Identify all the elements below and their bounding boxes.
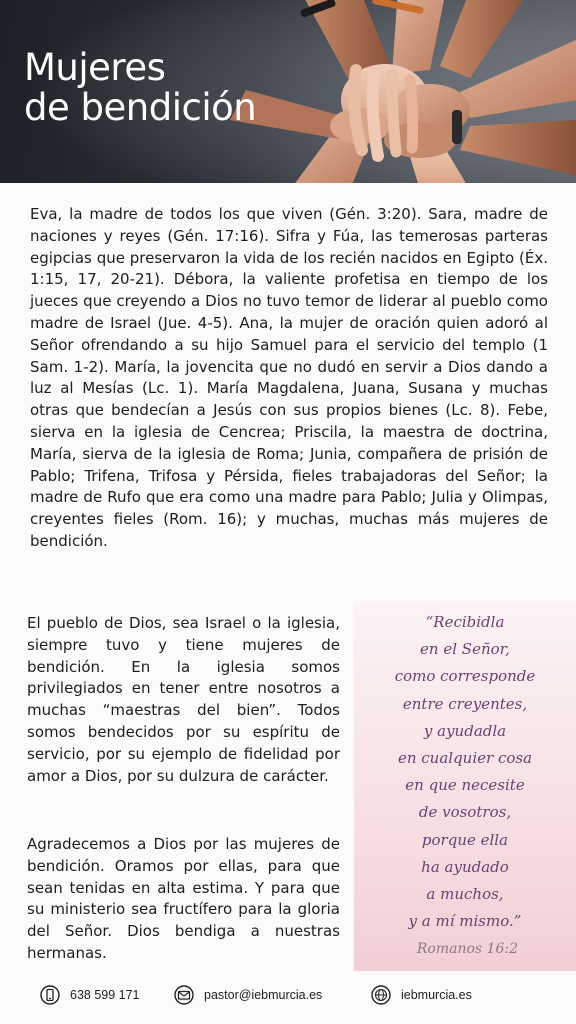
title-line-2: de bendición	[24, 86, 257, 129]
title-line-1: Mujeres	[24, 46, 166, 89]
globe-icon	[371, 985, 391, 1005]
quote-line: y a mí mismo.”	[408, 912, 522, 931]
quote-line: en que necesite	[405, 776, 525, 795]
bible-quote	[354, 609, 576, 935]
intro-paragraph: Eva, la madre de todos los que viven (Gén. 3:20). Sara, madre de naciones y reyes (Gén. 17:16). Sifra y Fúa, las temerosas parteras egipcias que preservaron la vida de los recién nacidos en Egipto (Éx. 1:15, 17, 20-21). Débora, la valiente profetisa en tiempo de los jueces que creyendo a Dios no tuvo temor de liderar al pueblo como madre de Israel (Jue. 4-5). Ana, la mujer de oración quien adoró al Señor ofrendando a su hijo Samuel para el servicio del templo (1 Sam. 1-2). María, la jovencita que no dudó en servir a Dios dando a luz al Mesías (Lc. 1). María Magdalena, Juana, Susana y muchas otras que bendecían a Jesús con sus propios bienes (Lc. 8). Febe, sierva en la iglesia de Cencrea; Priscila, la maestra de doctrina, María, sierva de la iglesia de Roma; Junia, compañera de prisión de Pablo; Trifena, Trifosa y Pérsida, fieles trabajadoras del Señor; la madre de Rufo que era como una madre para Pablo; Julia y Olimpas, creyentes fieles (Rom. 16); y muchas, muchas más mujeres de bendición.	[30, 205, 548, 550]
email-address: pastor@iebmurcia.es	[204, 988, 323, 1002]
quote-box	[354, 601, 576, 971]
quote-line: en cualquier cosa	[397, 749, 533, 768]
contact-footer	[0, 980, 576, 1010]
quote-line: y ayudadla	[423, 721, 507, 740]
website-url: iebmurcia.es	[401, 988, 472, 1002]
header-banner	[0, 0, 576, 183]
phone-number: 638 599 171	[70, 988, 140, 1002]
website-contact[interactable]	[371, 980, 472, 1010]
quote-line: a muchos,	[426, 885, 504, 904]
quote-line: “Recibidla	[425, 613, 505, 631]
page-title	[24, 48, 256, 128]
quote-line: entre creyentes,	[402, 694, 528, 713]
quote-line: ha ayudado	[421, 857, 509, 876]
phone-icon	[40, 985, 60, 1005]
quote-line: en el Señor,	[420, 640, 510, 659]
phone-contact[interactable]	[40, 980, 140, 1010]
paragraph-thanks: Agradecemos a Dios por las mujeres de bendición. Oramos por ellas, para que sean tenidas en alta estima. Y para que su ministerio sea fructífero para la gloria del Señor. Dios bendiga a nuestras hermanas.	[27, 835, 340, 962]
quote-reference: Romanos 16:2	[416, 941, 518, 957]
email-contact[interactable]	[174, 980, 322, 1010]
quote-line: de vosotros,	[418, 803, 512, 822]
mail-icon	[174, 985, 194, 1005]
quote-line: como corresponde	[394, 667, 536, 686]
paragraph-people-of-god: El pueblo de Dios, sea Israel o la iglesia, siempre tuvo y tiene mujeres de bendición. En la iglesia somos privilegiados en tener entre nosotros a muchas “maestras del bien”. Todos somos bendecidos por su espíritu de servicio, por su ejemplo de fidelidad por amor a Dios, por su dulzura de carácter.	[27, 614, 340, 785]
quote-line: porque ella	[421, 830, 509, 849]
